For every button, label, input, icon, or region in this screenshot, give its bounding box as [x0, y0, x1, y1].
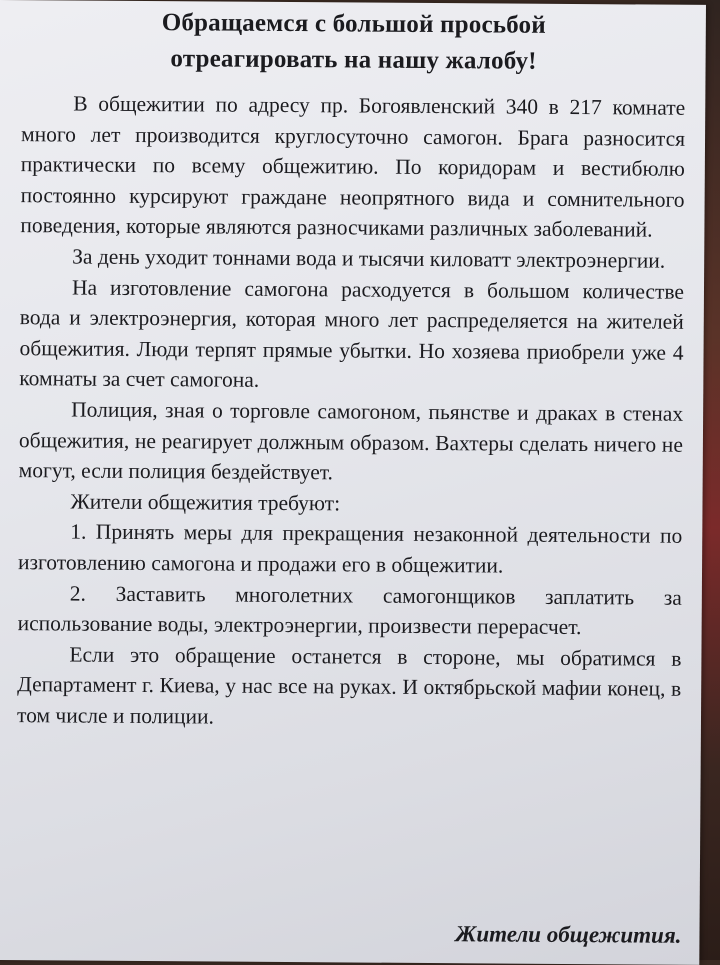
document-body	[17, 0, 686, 735]
paragraph-closing: Если это обращение останется в стороне, мы обратимся в Департамент г. Киева, у нас все на руках. И октябрьской мафии конец, в том числе и полиции.	[16, 642, 682, 729]
paragraph-consumption: За день уходит тоннами вода и тысячи киловатт электроэнергии.	[72, 244, 666, 273]
paragraph-address: В общежитии по адресу пр. Богоявленский 340 в 217 комнате много лет производится круглосуточно самогон. Брага разносится практически по всему общежитию. По коридорам и вестибюлю постоянно курсируют граждане неопрятного вида и сомнительного поведения, которые являются разносчиками различных заболеваний.	[20, 91, 686, 242]
title-line-1: Обращаемся с большой просьбой	[161, 9, 547, 39]
document-title	[21, 4, 685, 81]
document-text	[17, 88, 685, 735]
paragraph-demands-intro: Жители общежития требуют:	[70, 489, 341, 516]
paragraph-police: Полиция, зная о торговле самогоном, пьянстве и драках в стенах общежития, не реагирует должным образом. Вахтеры сделать ничего не могут, если полиция бездействует.	[18, 397, 684, 485]
demand-item-2: 2. Заставить многолетних самогонщиков заплатить за использование воды, электроэнергии, произвести перерасчет.	[17, 581, 682, 640]
title-line-2: отреагировать на нашу жалобу!	[170, 45, 537, 75]
signature: Жители общежития.	[455, 921, 682, 948]
demand-item-1: 1. Принять меры для прекращения незаконной деятельности по изготовлению самогона и продажи его в общежитии.	[17, 519, 683, 578]
paragraph-losses: На изготовление самогона расходуется в большом количестве вода и электроэнергия, которая много лет распределяется на жителей общежития. Люди терпят прямые убытки. Но хозяева приобрели уже 4 комнаты за счет самогона.	[19, 275, 685, 393]
